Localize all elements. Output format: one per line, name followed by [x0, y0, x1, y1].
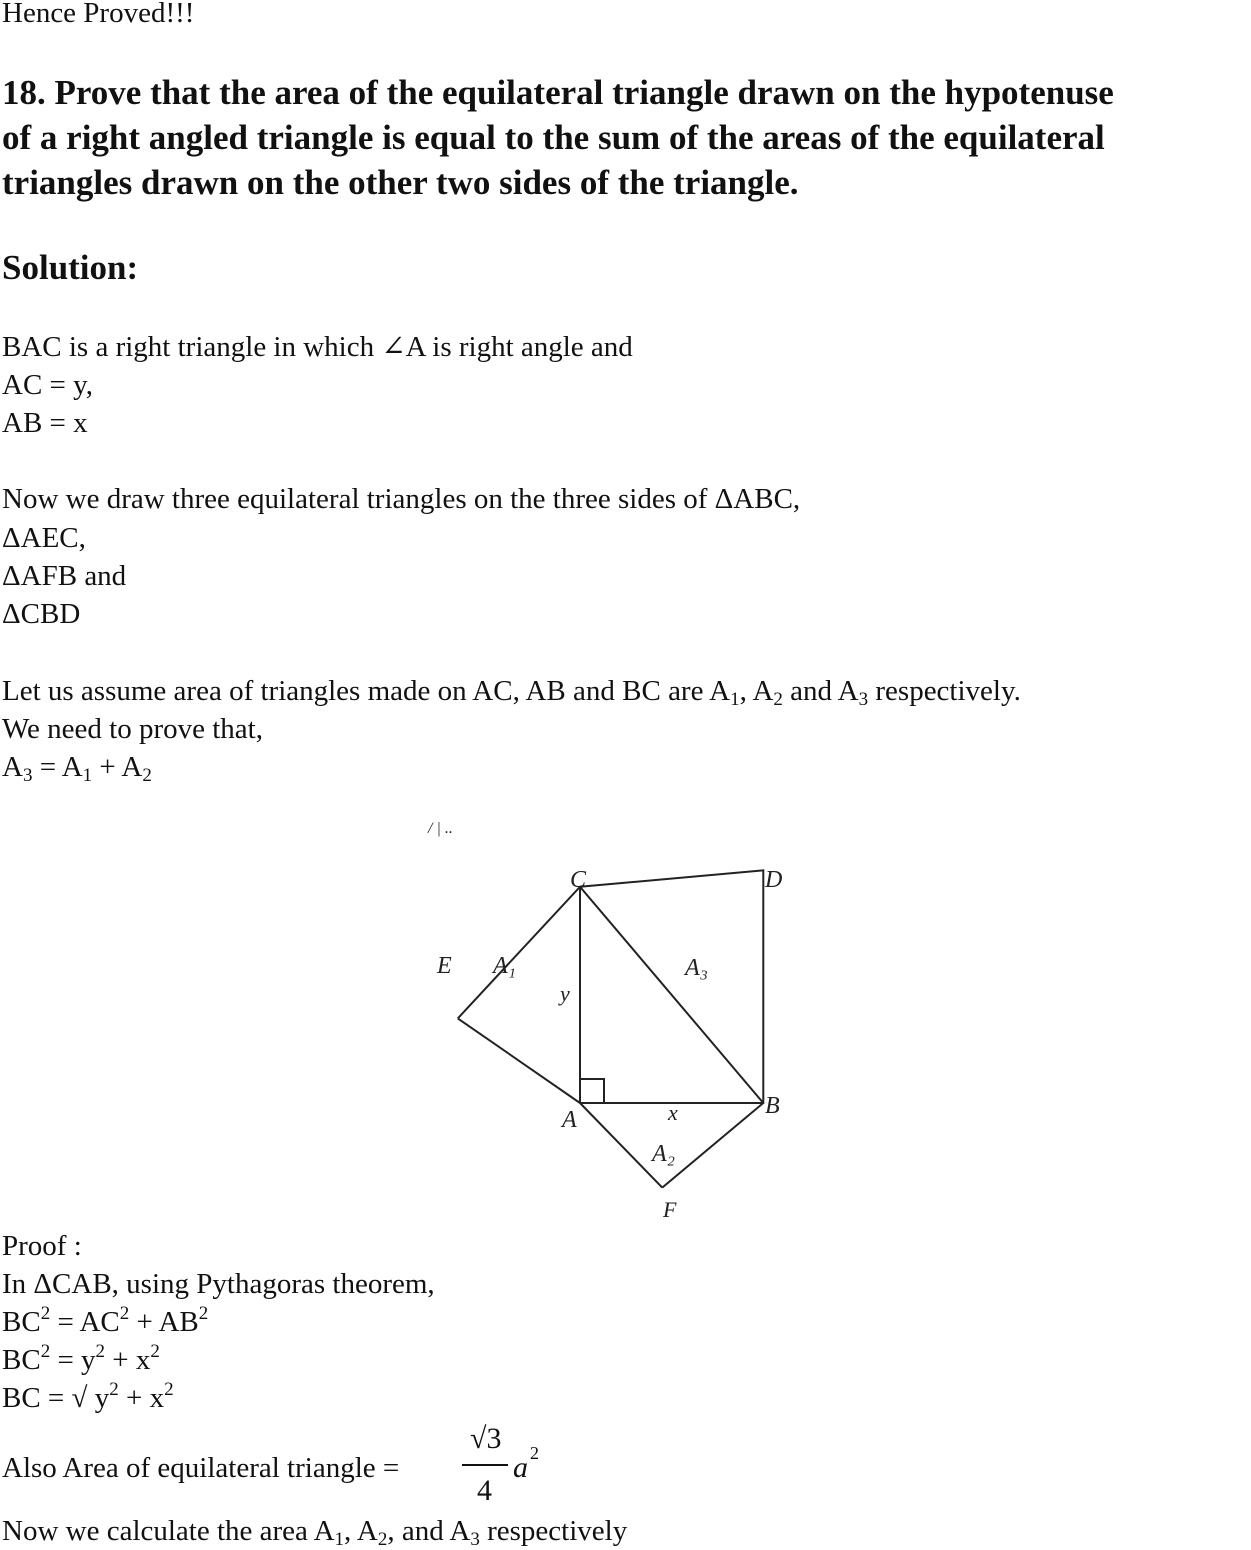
segment-ea: [458, 1018, 580, 1103]
equation-3: BC = √ $y^2 + x^2$: [2, 1379, 174, 1414]
label-x: x: [668, 1100, 678, 1125]
segment-af: [580, 1103, 662, 1188]
figure-fragment: / | ..: [428, 820, 453, 837]
label-a: A: [562, 1107, 577, 1133]
label-c: C: [570, 867, 587, 893]
goal-equation: $A_3 = A_1 + A_2$: [2, 751, 152, 786]
draw-line: ΔAEC,: [2, 522, 86, 554]
need-line: We need to prove that,: [2, 713, 263, 745]
solution-heading: Solution:: [2, 248, 139, 287]
fraction-exponent: 2: [530, 1443, 539, 1463]
label-b: B: [765, 1093, 780, 1119]
draw-line: Now we draw three equilateral triangles on the three sides of ΔABC,: [2, 483, 801, 515]
question-heading: [2, 70, 1114, 205]
right-angle-mark: [580, 1079, 604, 1103]
calc-line: Now we calculate the area $A_1$, $A_2$, and $A_3$ respectively: [2, 1515, 628, 1550]
proof-intro: In ΔCAB, using Pythagoras theorem,: [2, 1268, 435, 1300]
label-f: F: [663, 1197, 677, 1222]
given-line: AB = x: [2, 407, 88, 439]
equation-2: $BC^2 = y^2 + x^2$: [2, 1341, 160, 1376]
question-line: of a right angled triangle is equal to the sum of the areas of the equilateral: [2, 118, 1105, 157]
area-formula-text: Also Area of equilateral triangle =: [2, 1452, 400, 1484]
fraction-denominator: 4: [477, 1474, 492, 1507]
area-formula: [0, 1420, 600, 1510]
label-a2: A₂: [652, 1141, 676, 1167]
label-e: E: [437, 953, 452, 979]
label-a1: A₁: [493, 953, 517, 979]
fraction-variable: a: [513, 1451, 528, 1484]
draw-line: ΔCBD: [2, 598, 81, 630]
proof-title: Proof :: [2, 1230, 82, 1262]
label-y: y: [560, 981, 570, 1006]
question-line: 18. Prove that the area of the equilateral triangle drawn on the hypotenuse: [2, 73, 1114, 112]
assume-line: Let us assume area of triangles made on AC, AB and BC are $A_1$, $A_2$ and $A_3$ respectively.: [2, 675, 1021, 710]
segment-cb: [580, 887, 763, 1103]
hence-proved-text: Hence Proved!!!: [2, 0, 195, 29]
question-line: triangles drawn on the other two sides of the triangle.: [2, 163, 799, 202]
label-d: D: [765, 867, 783, 893]
quad-cdba: [580, 870, 763, 1103]
figure-lines: [458, 870, 764, 1187]
triangle-figure: [420, 815, 840, 1225]
given-line: BAC is a right triangle in which ∠A is right angle and: [2, 331, 633, 363]
given-line: AC = y,: [2, 369, 94, 401]
fraction-bar: [462, 1464, 508, 1466]
fraction-numerator: √3: [470, 1422, 502, 1455]
draw-line: ΔAFB and: [2, 560, 127, 592]
equation-1: $BC^2 = AC^2 + AB^2$: [2, 1303, 209, 1338]
label-a3: A₃: [685, 955, 709, 981]
